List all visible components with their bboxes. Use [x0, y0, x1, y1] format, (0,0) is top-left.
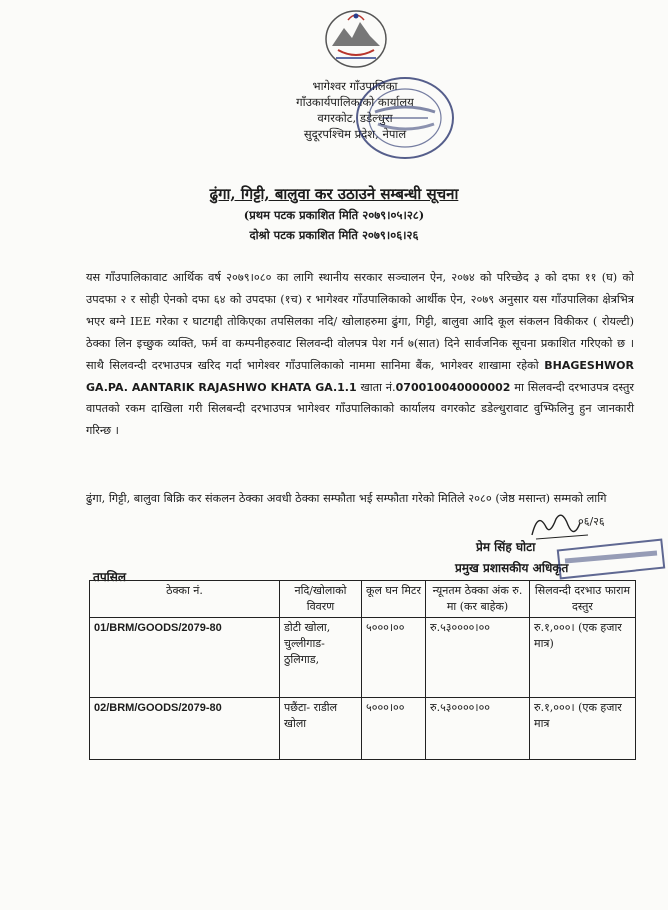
- min-amount: रु.५३००००।००: [426, 618, 530, 698]
- form-fee: रु.१,०००। (एक हजार मात्र): [530, 618, 636, 698]
- header-river: नदि/खोलाको विवरण: [280, 581, 362, 618]
- contract-period-paragraph: ढुंगा, गिट्टी, बालुवा बिक्रि कर संकलन ठेक्का अवधी ठेक्का सम्फौता भई सम्फौता गरेको मितिले २०८० (जेष्ठ मसान्त) सम्मको लागि: [86, 492, 607, 505]
- volume: ५०००।००: [362, 618, 426, 698]
- header-line-province: सुदूरपश्चिम प्रदेश, नेपाल: [303, 127, 407, 141]
- table-row: [90, 698, 636, 760]
- office-seal-stamp: [350, 72, 460, 164]
- header-line-office: गाँउकार्यपालिकाको कार्यालय: [296, 95, 414, 109]
- table-label: तपसिल: [93, 570, 127, 584]
- bank-account-number: 070010040000002: [395, 380, 511, 394]
- signatory-name: प्रेम सिंह घोटा: [476, 540, 536, 554]
- body-text-part-a: यस गाँउपालिकावाट आर्थिक वर्ष २०७९।०८० का लागि स्थानीय सरकार सञ्चालन ऐन, २०७४ को परिच्छेद ३ को दफा ११ (घ) को उपदफा २ र सोही ऐनको दफा ६४ को उपदफा (१च) र भागेश्वर गाँउपालिकाको आर्थीक ऐन, २०७९ अनुसार यस गाँउपालिका क्षेत्रभित्र भएर बग्ने IEE गरेका र घाटगद्दी तोकिएका तपसिलका नदि/ खोलाहरुमा ढुंगा, गिट्टी, बालुवा आदि कूल संकलन विकीकर ( रोयल्टी) ठेक्का लिन इच्छुक व्यक्ति, फर्म वा कम्पनीहरुवाट सिलवन्दी वोलपत्र पेश गर्न ७(सात) दिने सार्वजनिक सूचना प्रकाशित गरिएको छ । साथै सिलवन्दी दरभाउपत्र खरिद गर्दा भागेश्वर गाँउपालिकाको नाममा सानिमा बैंक, भागेश्वर शाखामा रहेको: [86, 271, 634, 372]
- government-emblem-icon: [322, 6, 390, 70]
- bank-account-name: BHAGESHWOR GA.PA. AANTARIK RAJASHWO KHATA GA.1.1: [86, 358, 634, 394]
- table-row: [90, 618, 636, 698]
- form-fee: रु.१,०००। (एक हजार मात्र: [530, 698, 636, 760]
- first-publication-date: (प्रथम पटक प्रकाशित मिति २०७९।०५।२८): [243, 208, 425, 222]
- second-publication-date: दोश्रो पटक प्रकाशित मिति २०७९।०६।२६: [249, 228, 419, 242]
- body-text-part-b: खाता नं.: [360, 380, 396, 394]
- header-min-amount: न्यूनतम ठेक्का अंक रु. मा (कर बाहेक): [426, 581, 530, 618]
- signatory-title: प्रमुख प्रशासकीय अधिकृत: [455, 561, 569, 575]
- signature-date: ०६/२६: [578, 515, 605, 528]
- notice-title: ढुंगा, गिट्टी, बालुवा कर उठाउने सम्बन्धी सूचना: [209, 185, 459, 203]
- header-line-address: वगरकोट, डडेल्धुरा: [317, 111, 393, 125]
- river-name: डोटी खोला, चुल्लीगाड- ठुलिगाड,: [280, 618, 362, 698]
- header-fee: सिलवन्दी दरभाउ फाराम दस्तुर: [530, 581, 636, 618]
- header-contract-no: ठेक्का नं.: [90, 581, 280, 618]
- header-volume: कूल घन मिटर: [362, 581, 426, 618]
- min-amount: रु.५३००००।००: [426, 698, 530, 760]
- river-name: पछैंटा- राडील खोला: [280, 698, 362, 760]
- body-text-part-c: मा सिलवन्दी दरभाउपत्र दस्तुर वापतको रकम दाखिला गरी सिलबन्दी दरभाउपत्र भागेश्वर गाँउपालिकाको कार्यालय वगरकोट डडेल्धुरावाट वुभ्फिलिनु हुन जानकारी गरिन्छ ।: [86, 380, 635, 438]
- header-line-municipality: भागेश्वर गाँउपालिका: [312, 79, 398, 93]
- designation-stamp: [555, 537, 667, 581]
- table-header-row: [90, 581, 636, 618]
- contract-code: 02/BRM/GOODS/2079-80: [90, 698, 280, 760]
- contract-code: 01/BRM/GOODS/2079-80: [90, 618, 280, 698]
- notice-body-paragraph: [86, 267, 634, 442]
- contracts-table: [89, 580, 636, 760]
- volume: ५०००।००: [362, 698, 426, 760]
